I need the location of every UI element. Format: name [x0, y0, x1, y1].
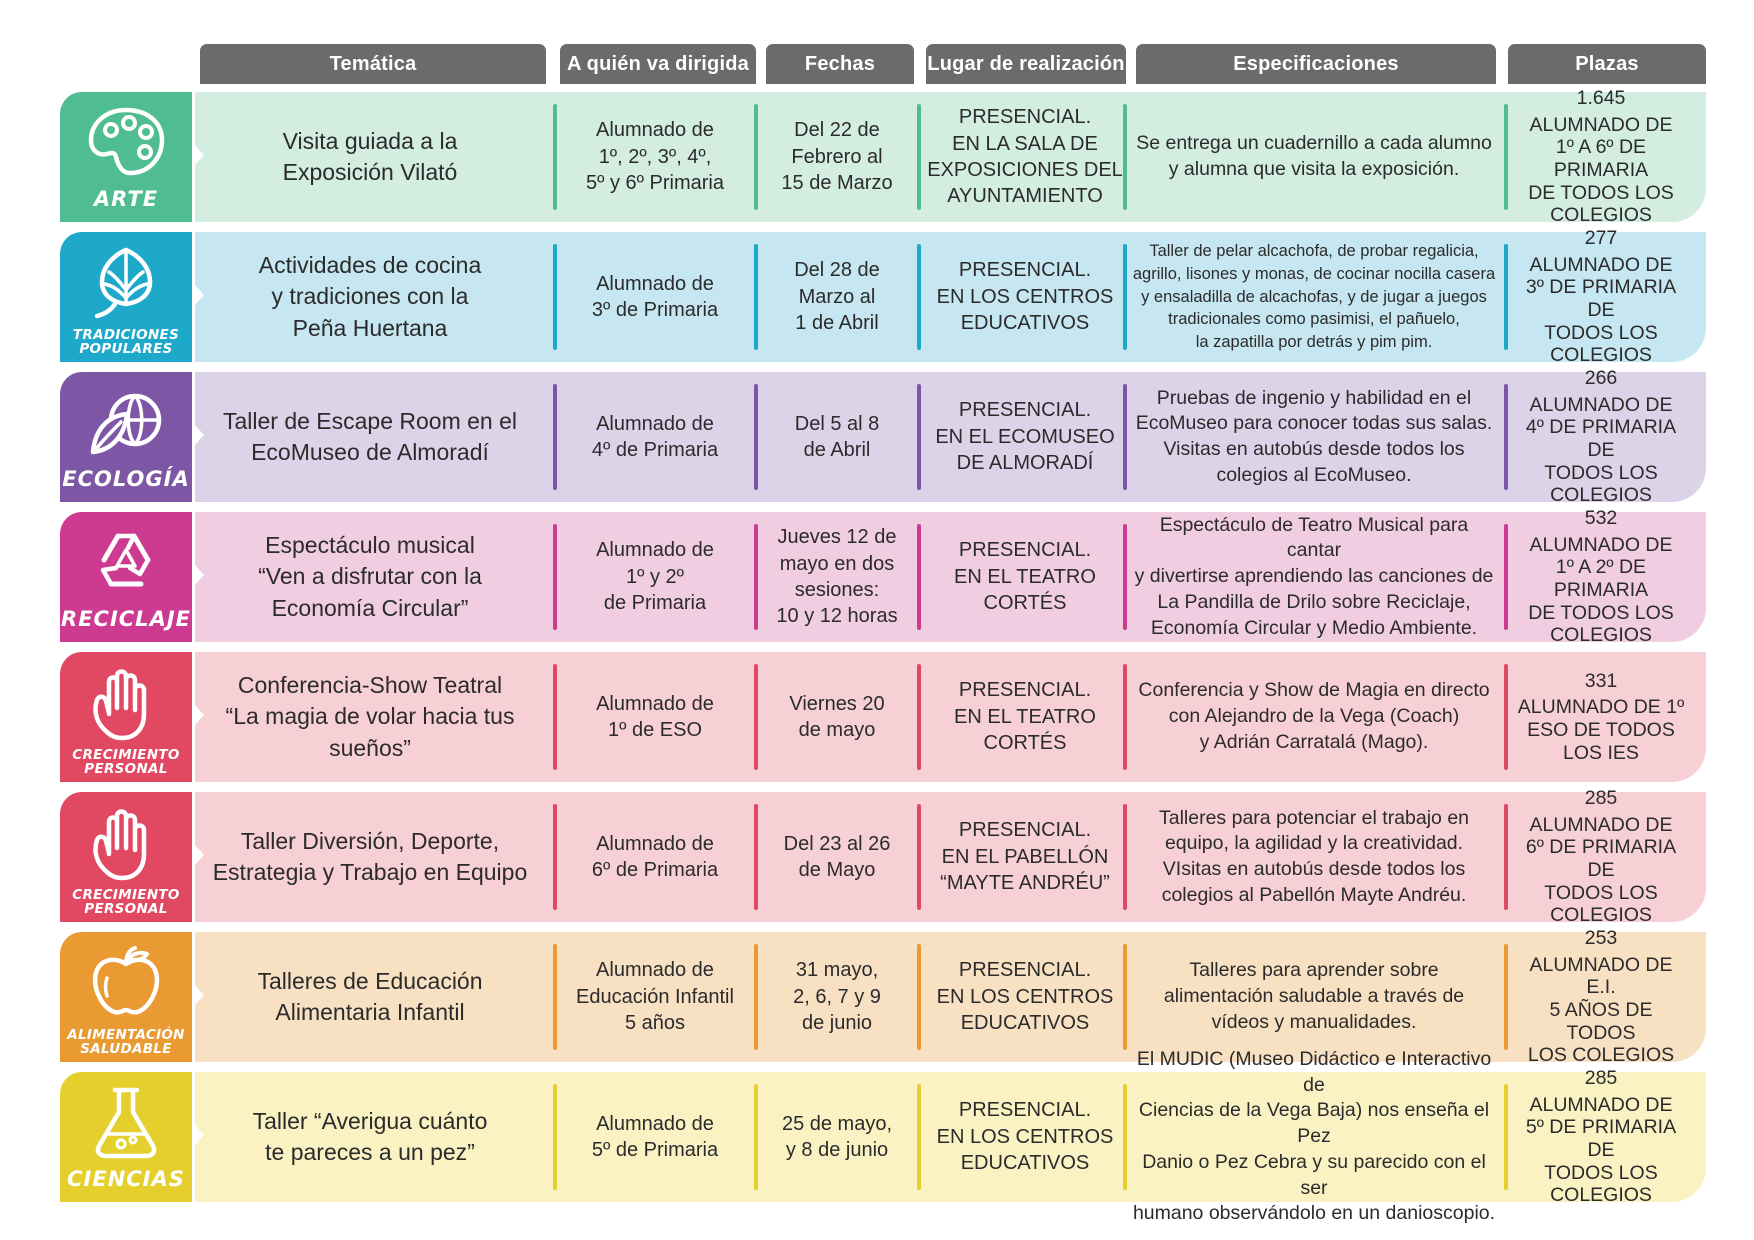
header-dirigida: A quién va dirigida	[560, 44, 756, 84]
leaf-globe-icon	[85, 382, 167, 462]
tematica-cell: Taller de Escape Room en el EcoMuseo de Almoradí	[222, 407, 518, 465]
especificaciones-cell: de Ciencias de la Vega Baja) nos enseña el Pez Danio o Pez Cebra y su parecido con el ser humano observándolo en un danioscopio.	[1132, 1073, 1496, 1225]
plazas-cell	[1510, 652, 1692, 782]
especificaciones-cell: Talleres para potenciar el trabajo en equipo, la agilidad y la creatividad. VIsitas en autobús desde todos los colegios al Pabellón Mayte Andréu.	[1158, 806, 1470, 906]
dirigida-cell: Alumnado de 3º de Primaria	[591, 272, 719, 321]
lugar-cell: PRESENCIAL. EN EL TEATRO CORTÉS	[954, 539, 1096, 615]
plazas-text: ALUMNADO DE 3º DE PRIMARIA DE TODOS LOS COLEGIOS	[1525, 253, 1677, 367]
plazas-text: ALUMNADO DE 1º ESO DE TODOS LOS IES	[1517, 696, 1685, 764]
plazas-number: 285	[1584, 1067, 1618, 1090]
header-fechas: Fechas	[766, 44, 914, 84]
column-separator	[553, 104, 557, 210]
column-separator	[1504, 104, 1508, 210]
column-separator	[553, 1084, 557, 1190]
category-tab	[60, 792, 192, 922]
flask-icon	[85, 1082, 167, 1162]
fechas-cell: 31 mayo, 2, 6, 7 y 9 de junio	[793, 959, 881, 1035]
tematica-cell: Actividades de cocina y tradiciones con la Peña Huertana	[258, 252, 482, 341]
plazas-cell	[1510, 367, 1692, 507]
category-arrow	[192, 422, 204, 448]
hand-icon	[85, 662, 167, 742]
category-tab	[60, 1072, 192, 1202]
category-tab	[60, 92, 192, 222]
palette-icon	[85, 102, 167, 182]
plazas-cell	[1510, 87, 1692, 227]
plazas-number: 1.645	[1576, 87, 1626, 110]
plazas-text: ALUMNADO DE 4º DE PRIMARIA DE TODOS LOS COLEGIOS	[1525, 393, 1677, 507]
plazas-cell	[1510, 507, 1692, 647]
tematica-cell: Talleres de Educación Alimentaria Infantil	[257, 967, 483, 1025]
plazas-number: 266	[1584, 367, 1618, 390]
header-especificaciones: Especificaciones	[1136, 44, 1496, 84]
plazas-cell	[1510, 787, 1692, 927]
column-separator	[553, 244, 557, 350]
table-row	[60, 367, 1706, 507]
fechas-cell: Del 28 de Marzo al 1 de Abril	[794, 259, 880, 335]
table-row	[60, 787, 1706, 927]
column-separator	[553, 384, 557, 490]
especificaciones-cell: Talleres para aprender sobre alimentación saludable a través de vídeos y manualidades.	[1163, 959, 1465, 1033]
category-arrow	[192, 1122, 204, 1148]
category-arrow	[192, 702, 204, 728]
recycle-icon	[85, 522, 167, 602]
lugar-cell: PRESENCIAL. EN LOS CENTROS EDUCATIVOS	[936, 959, 1114, 1035]
column-separator	[917, 944, 921, 1050]
plazas-number: 277	[1584, 227, 1618, 250]
header-tematica: Temática	[200, 44, 546, 84]
column-separator	[553, 524, 557, 630]
plazas-number: 331	[1584, 669, 1618, 692]
especificaciones-cell: Conferencia y Show de Magia en directo con Alejandro de la Vega (Coach) y Adrián Carratalá (Mago).	[1138, 679, 1490, 753]
plazas-number: 532	[1584, 507, 1618, 530]
tematica-cell: Taller Diversión, Deporte, Estrategia y Trabajo en Equipo	[212, 827, 528, 885]
apple-icon	[85, 942, 167, 1022]
tematica-cell: Espectáculo musical “Ven a disfrutar con la Economía Circular”	[258, 532, 482, 621]
category-label: ALIMENTACIÓN SALUDABLE	[67, 1026, 185, 1057]
category-arrow	[192, 142, 204, 168]
category-arrow	[192, 282, 204, 308]
lugar-cell: PRESENCIAL. EN LOS CENTROS EDUCATIVOS	[936, 1099, 1114, 1175]
category-tab	[60, 652, 192, 782]
fechas-cell: Viernes 20 de mayo	[789, 692, 885, 741]
column-separator	[553, 804, 557, 910]
column-separator	[917, 104, 921, 210]
category-arrow	[192, 562, 204, 588]
fechas-cell: Del 5 al 8 de Abril	[794, 412, 880, 461]
fechas-cell: Jueves 12 de mayo en dos sesiones: 10 y 12 horas	[776, 526, 898, 628]
plazas-text: ALUMNADO DE 6º DE PRIMARIA DE TODOS LOS COLEGIOS	[1525, 813, 1677, 927]
especificaciones-cell: Taller de pelar alcachofa, de probar regalicia, agrillo, lisones y monas, de cocinar nocilla casera y ensaladilla de alcachofas, y de jugar a juegos tradicionales como pasimisi, el pañuelo, la zapatilla por detrás y pim pim.	[1132, 242, 1496, 352]
tematica-cell: Conferencia-Show Teatral “La magia de volar hacia tus sueños”	[225, 672, 515, 761]
header-plazas: Plazas	[1508, 44, 1706, 84]
table-row	[60, 227, 1706, 367]
plazas-cell	[1510, 927, 1692, 1067]
dirigida-cell: Alumnado de 6º de Primaria	[591, 832, 719, 881]
tematica-cell: Taller “Averigua cuánto te pareces a un pez”	[252, 1107, 488, 1165]
dirigida-cell: Alumnado de 1º, 2º, 3º, 4º, 5º y 6º Primaria	[586, 119, 724, 195]
column-separator	[917, 384, 921, 490]
table-row	[60, 927, 1706, 1067]
column-separator	[917, 524, 921, 630]
table-row	[60, 507, 1706, 647]
category-label: CRECIMIENTO PERSONAL	[72, 886, 180, 917]
dirigida-cell: Alumnado de 5º de Primaria	[591, 1112, 719, 1161]
fechas-cell: Del 23 al 26 de Mayo	[783, 832, 891, 881]
column-separator	[917, 664, 921, 770]
category-label: TRADICIONES POPULARES	[72, 326, 180, 357]
column-separator	[1504, 804, 1508, 910]
dirigida-cell: Alumnado de 1º de ESO	[596, 692, 714, 741]
column-separator	[553, 664, 557, 770]
dirigida-cell: Alumnado de 4º de Primaria	[591, 412, 719, 461]
category-tab	[60, 372, 192, 502]
lugar-cell: PRESENCIAL. EN EL TEATRO CORTÉS	[954, 679, 1096, 755]
plazas-text: ALUMNADO DE 1º A 2º DE PRIMARIA DE TODOS LOS COLEGIOS	[1528, 533, 1674, 647]
especificaciones-cell: Se entrega un cuadernillo a cada alumno y alumna que visita la exposición.	[1136, 132, 1492, 180]
column-separator	[917, 1084, 921, 1190]
column-separator	[1504, 1084, 1508, 1190]
category-label: ARTE	[93, 186, 159, 211]
table-row	[60, 652, 1706, 782]
plazas-text: ALUMNADO DE E.I. 5 AÑOS DE TODOS LOS COLEGIOS	[1527, 953, 1675, 1067]
category-arrow	[192, 842, 204, 868]
column-separator	[1504, 244, 1508, 350]
column-separator	[553, 944, 557, 1050]
column-separator	[1504, 384, 1508, 490]
fechas-cell: Del 22 de Febrero al 15 de Marzo	[781, 119, 893, 195]
lugar-cell: PRESENCIAL. EN EL ECOMUSEO DE ALMORADÍ	[935, 399, 1115, 475]
column-separator	[1504, 944, 1508, 1050]
plazas-number: 285	[1584, 787, 1618, 810]
column-separator	[917, 244, 921, 350]
table-row	[60, 1067, 1706, 1225]
category-tab	[60, 932, 192, 1062]
category-label: ECOLOGÍA	[62, 466, 190, 491]
plazas-text: ALUMNADO DE 1º A 6º DE PRIMARIA DE TODOS LOS COLEGIOS	[1528, 113, 1674, 227]
category-arrow	[192, 982, 204, 1008]
lugar-cell: PRESENCIAL. EN EL PABELLÓN “MAYTE ANDRÉU”	[940, 819, 1110, 895]
category-label: CIENCIAS	[67, 1166, 185, 1191]
especificaciones-cell: Espectáculo de Teatro Musical para cantar y divertirse aprendiendo las canciones de La Pandilla de Drilo sobre Reciclaje, Economía Circular y Medio Ambiente.	[1134, 513, 1494, 639]
fechas-cell: 25 de mayo, y 8 de junio	[781, 1112, 893, 1161]
artichoke-icon	[85, 242, 167, 322]
category-tab	[60, 232, 192, 362]
plazas-cell	[1510, 1067, 1692, 1207]
plazas-text: ALUMNADO DE 5º DE PRIMARIA DE TODOS LOS COLEGIOS	[1525, 1093, 1677, 1207]
column-separator	[917, 804, 921, 910]
dirigida-cell: Alumnado de 1º y 2º de Primaria	[596, 539, 714, 615]
table-row	[60, 87, 1706, 227]
tematica-cell: Visita guiada a la Exposición Vilató	[282, 127, 458, 185]
lugar-cell: PRESENCIAL. EN LOS CENTROS EDUCATIVOS	[936, 259, 1114, 335]
column-separator	[1504, 524, 1508, 630]
plazas-number: 253	[1584, 927, 1618, 950]
header-lugar: Lugar de realización	[926, 44, 1126, 84]
hand-icon	[85, 802, 167, 882]
category-label: CRECIMIENTO PERSONAL	[72, 746, 180, 777]
lugar-cell: PRESENCIAL. EN LA SALA DE EXPOSICIONES DEL AYUNTAMIENTO	[927, 106, 1123, 208]
category-label: RECICLAJE	[61, 606, 191, 631]
especificaciones-cell: Pruebas de ingenio y habilidad en el EcoMuseo para conocer todas sus salas. Visitas en autobús desde todos los colegios al EcoMuseo.	[1135, 386, 1493, 486]
category-tab	[60, 512, 192, 642]
dirigida-cell: Alumnado de Educación Infantil 5 años	[576, 959, 734, 1035]
column-separator	[1504, 664, 1508, 770]
plazas-cell	[1510, 227, 1692, 367]
